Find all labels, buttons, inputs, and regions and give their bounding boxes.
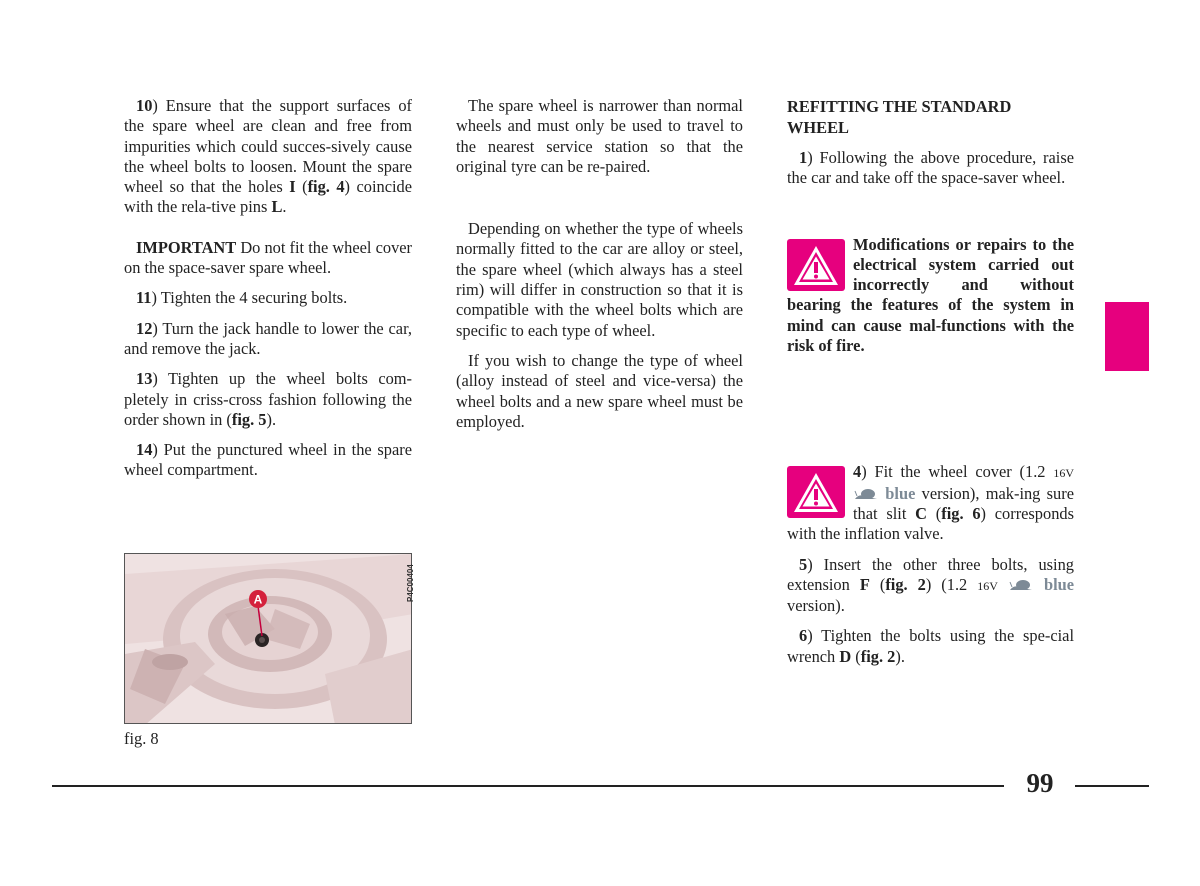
step-12: 12) Turn the jack handle to lower the car, and remove the jack.	[124, 318, 412, 358]
page-number: 99	[1026, 768, 1054, 798]
step-14: 14) Put the punctured wheel in the spare wheel compartment.	[124, 440, 412, 480]
figure-caption: fig. 8	[124, 729, 159, 748]
column-middle	[456, 96, 743, 442]
wheel-type-note: Depending on whether the type of wheels normally fitted to the car are alloy or steel, the spare wheel (which always has a steel rim) will differ in construction so that it is compatible with the wheel bolts which are specific to each type of wheel.	[456, 219, 743, 340]
column-right	[787, 96, 1074, 677]
refit-step-6: 6) Tighten the bolts using the spe-cial wrench D (fig. 2).	[787, 626, 1074, 666]
important-note: IMPORTANT Do not fit the wheel cover on the space-saver spare wheel.	[124, 237, 412, 278]
snail-icon	[1008, 579, 1034, 591]
step-11: 11) Tighten the 4 securing bolts.	[136, 288, 348, 308]
footer-rule-right	[1075, 785, 1149, 787]
spare-wheel-illustration	[125, 554, 412, 724]
warning-triangle-icon	[787, 466, 845, 518]
step-13: 13) Tighten up the wheel bolts com-pletely in criss-cross fashion following the order shown in (fig. 5).	[124, 369, 412, 429]
refit-step-1: 1) Following the above procedure, raise the car and take off the space-saver wheel.	[787, 148, 1074, 188]
wheel-cover-step: 4) Fit the wheel cover (1.2 16V blue version), mak-ing sure that slit C (fig. 6) corresponds with the inflation valve.	[787, 462, 1074, 544]
warning-triangle-icon	[787, 239, 845, 291]
section-tab	[1105, 302, 1149, 371]
section-heading: REFITTING THE STANDARD WHEEL	[787, 97, 1012, 137]
column-left	[124, 96, 412, 491]
snail-icon	[853, 488, 879, 500]
warning-text: Modifications or repairs to the electrical system carried out incorrectly and without bearing the features of the system in mind can cause mal-functions with the risk of fire.	[787, 234, 1074, 356]
callout-a: A	[253, 592, 263, 607]
refit-step-5: 5) Insert the other three bolts, using extension F (fig. 2) (1.2 16V blue version).	[787, 554, 1075, 616]
spare-wheel-figure	[124, 553, 412, 724]
footer-rule-left	[52, 785, 1004, 787]
change-wheel-note: If you wish to change the type of wheel (alloy instead of steel and vice-versa) the wheel bolts and a new spare wheel must be employed.	[456, 350, 743, 431]
step-10: 10) Ensure that the support surfaces of the spare wheel are clean and free from impurities which could succes-sively cause the wheel bolts to loosen. Mount the spare wheel so that the holes I (fig. 4) coincide with the rela-tive pins L.	[124, 96, 412, 217]
figure-code: P4C00404	[406, 564, 415, 602]
warning-electrical	[787, 235, 1074, 357]
spare-wheel-note: The spare wheel is narrower than normal wheels and must only be used to travel to the nearest service station so that the original tyre can be re-paired.	[456, 96, 743, 176]
